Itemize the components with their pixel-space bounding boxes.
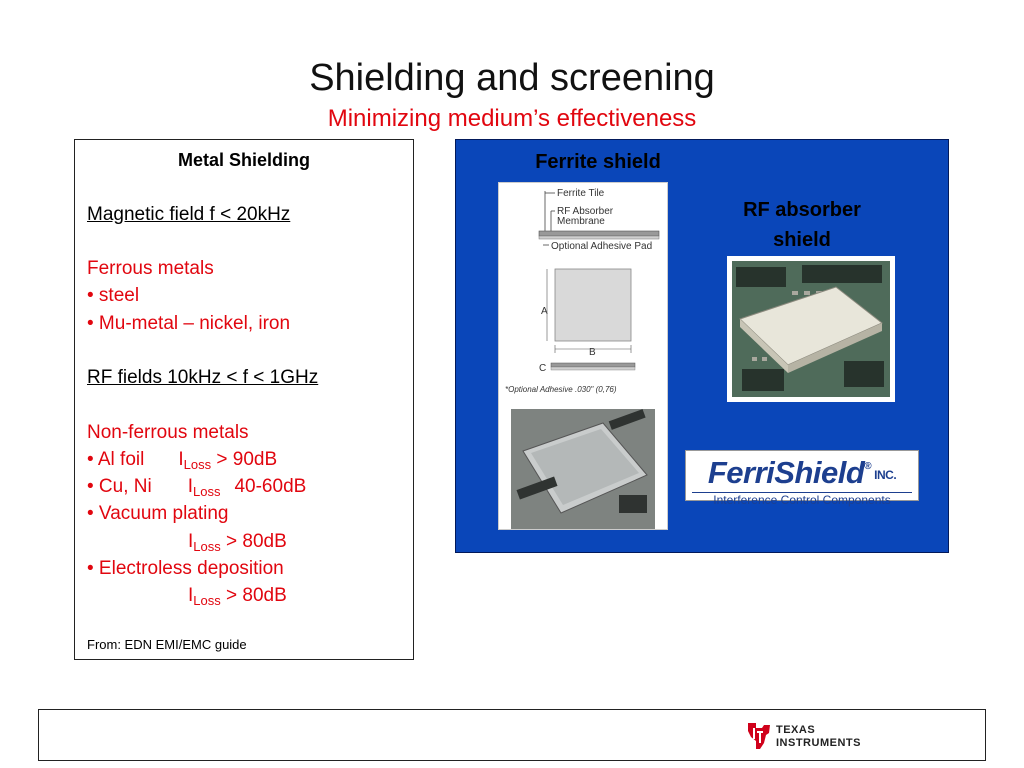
slide-subtitle: Minimizing medium’s effectiveness	[327, 105, 697, 132]
al-loss-symbol: I	[178, 449, 184, 470]
electroless-loss-line	[188, 583, 287, 614]
rf-absorber-label-line2: shield	[773, 229, 831, 251]
ferrishield-logo-registered: ®	[864, 461, 872, 472]
electroless-loss-subscript: Loss	[193, 593, 221, 608]
rf-fields-line: RF fields 10kHz < f < 1GHz	[87, 367, 319, 388]
label-dim-a: A	[541, 306, 548, 317]
metal-shielding-heading: Metal Shielding	[177, 150, 310, 170]
electroless-loss-symbol: I	[188, 585, 194, 606]
label-rf-absorber: RF Absorber	[557, 206, 614, 217]
ferrous-item-steel: • steel	[87, 285, 140, 306]
vacuum-plating-item: • Vacuum plating	[87, 503, 229, 524]
ferrite-shield-image	[498, 182, 668, 530]
cu-loss-symbol: I	[187, 476, 193, 497]
label-dim-c: C	[539, 363, 547, 374]
vacuum-loss-subscript: Loss	[193, 539, 221, 554]
ferrite-shield-label: Ferrite shield	[535, 151, 661, 173]
vacuum-loss-value: > 80dB	[226, 531, 287, 552]
cu-loss-subscript: Loss	[193, 484, 221, 499]
slide-title: Shielding and screening	[309, 57, 715, 99]
ti-wordmark-line2: INSTRUMENTS	[776, 737, 861, 749]
cu-ni-label: • Cu, Ni	[87, 476, 152, 497]
label-membrane: Membrane	[557, 216, 605, 227]
ferrishield-logo-inc: INC.	[874, 468, 897, 482]
al-loss-value: > 90dB	[216, 449, 278, 470]
ferrishield-logo	[685, 450, 919, 507]
al-loss-subscript: Loss	[183, 457, 212, 472]
al-foil-label: • Al foil	[87, 449, 145, 470]
nonferrous-title: Non-ferrous metals	[87, 422, 249, 443]
electroless-loss-value: > 80dB	[226, 585, 287, 606]
rf-absorber-photo	[732, 261, 890, 397]
label-adhesive-note: *Optional Adhesive .030" (0,76)	[505, 385, 617, 394]
source-note: From: EDN EMI/EMC guide	[87, 637, 247, 652]
metal-shielding-box	[74, 139, 414, 660]
label-ferrite-tile: Ferrite Tile	[557, 188, 605, 199]
ferrite-diagram	[499, 183, 667, 529]
ferrishield-logo-tagline: Interference Control Components	[692, 492, 912, 507]
rf-absorber-label-line1: RF absorber	[743, 199, 861, 221]
texas-instruments-wordmark	[776, 724, 861, 750]
ferrishield-logo-name: FerriShield	[707, 455, 865, 490]
ti-wordmark-line1: TEXAS	[776, 724, 816, 736]
texas-instruments-logo-icon	[742, 719, 776, 753]
ferrite-chip-photo	[511, 409, 655, 529]
electroless-item: • Electroless deposition	[87, 558, 284, 579]
magnetic-field-line: Magnetic field f < 20kHz	[87, 204, 291, 225]
rf-absorber-image	[727, 256, 895, 402]
label-adhesive-pad: Optional Adhesive Pad	[551, 241, 653, 252]
ferrous-title: Ferrous metals	[87, 258, 214, 279]
cu-loss-value: 40-60dB	[234, 476, 307, 497]
vacuum-loss-symbol: I	[188, 531, 194, 552]
ferrous-item-mu-metal: • Mu-metal – nickel, iron	[87, 313, 291, 334]
label-dim-b: B	[589, 347, 596, 358]
